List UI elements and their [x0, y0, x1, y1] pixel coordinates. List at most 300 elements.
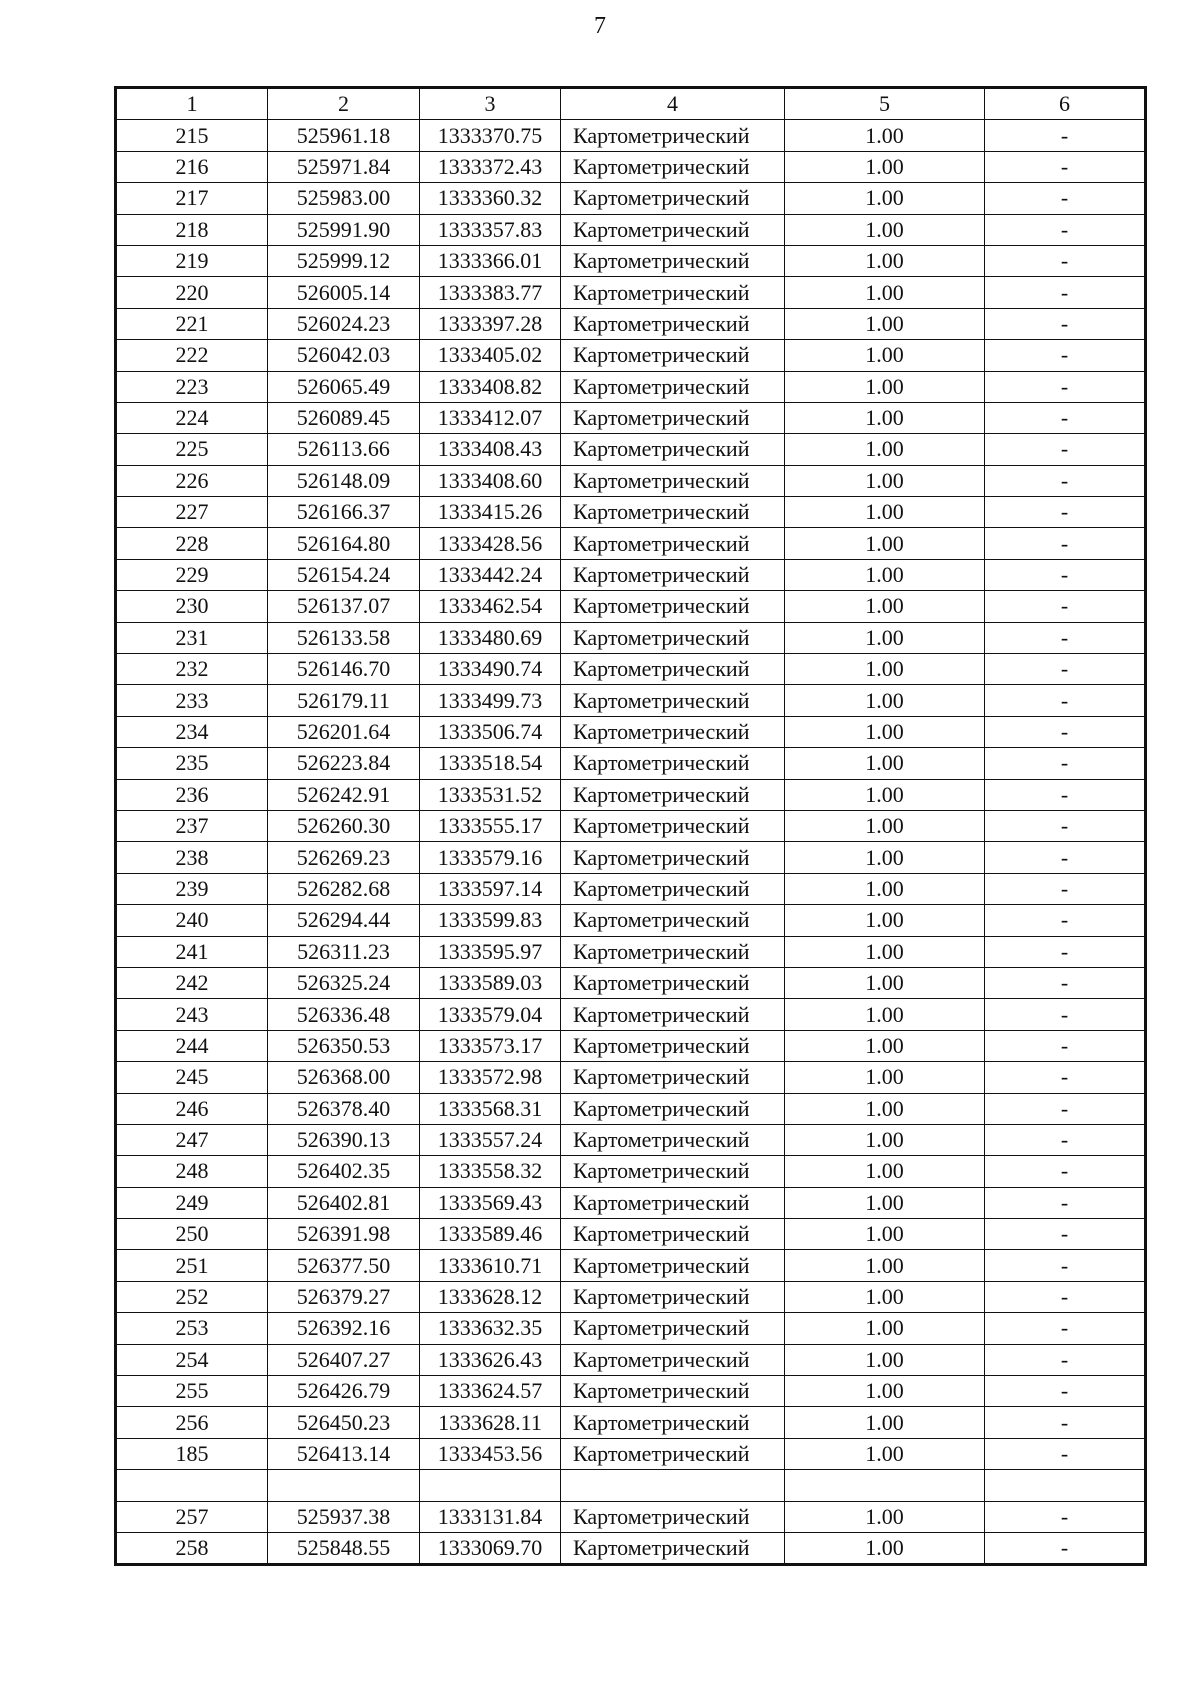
- note-cell: -: [985, 559, 1146, 590]
- x-coordinate-cell: 526201.64: [268, 716, 420, 747]
- method-cell: Картометрический: [561, 277, 785, 308]
- x-coordinate-cell: 526282.68: [268, 873, 420, 904]
- y-coordinate-cell: 1333558.32: [420, 1156, 561, 1187]
- y-coordinate-cell: 1333589.03: [420, 967, 561, 998]
- table-row: [116, 371, 1146, 402]
- point-number-cell: 218: [116, 214, 268, 245]
- point-number-cell: 239: [116, 873, 268, 904]
- accuracy-cell: [785, 1470, 985, 1501]
- table-row: [116, 277, 1146, 308]
- method-cell: Картометрический: [561, 371, 785, 402]
- note-cell: -: [985, 654, 1146, 685]
- accuracy-cell: 1.00: [785, 591, 985, 622]
- point-number-cell: 253: [116, 1313, 268, 1344]
- x-coordinate-cell: 526392.16: [268, 1313, 420, 1344]
- point-number-cell: 236: [116, 779, 268, 810]
- y-coordinate-cell: 1333597.14: [420, 873, 561, 904]
- method-cell: Картометрический: [561, 434, 785, 465]
- point-number-cell: 248: [116, 1156, 268, 1187]
- y-coordinate-cell: 1333626.43: [420, 1344, 561, 1375]
- accuracy-cell: 1.00: [785, 183, 985, 214]
- accuracy-cell: 1.00: [785, 465, 985, 496]
- point-number-cell: 246: [116, 1093, 268, 1124]
- x-coordinate-cell: 526148.09: [268, 465, 420, 496]
- y-coordinate-cell: 1333069.70: [420, 1532, 561, 1564]
- note-cell: -: [985, 1030, 1146, 1061]
- y-coordinate-cell: [420, 1470, 561, 1501]
- x-coordinate-cell: 526407.27: [268, 1344, 420, 1375]
- accuracy-cell: 1.00: [785, 1187, 985, 1218]
- method-cell: Картометрический: [561, 1250, 785, 1281]
- y-coordinate-cell: 1333568.31: [420, 1093, 561, 1124]
- accuracy-cell: 1.00: [785, 497, 985, 528]
- column-header: 6: [985, 88, 1146, 120]
- accuracy-cell: 1.00: [785, 1438, 985, 1469]
- method-cell: Картометрический: [561, 245, 785, 276]
- y-coordinate-cell: 1333405.02: [420, 340, 561, 371]
- method-cell: Картометрический: [561, 779, 785, 810]
- method-cell: Картометрический: [561, 967, 785, 998]
- table-row: [116, 402, 1146, 433]
- table-body: [116, 120, 1146, 1565]
- point-number-cell: 217: [116, 183, 268, 214]
- method-cell: Картометрический: [561, 402, 785, 433]
- note-cell: -: [985, 591, 1146, 622]
- table-row: [116, 685, 1146, 716]
- point-number-cell: 224: [116, 402, 268, 433]
- table-row: [116, 1124, 1146, 1155]
- note-cell: -: [985, 183, 1146, 214]
- method-cell: Картометрический: [561, 1124, 785, 1155]
- point-number-cell: 230: [116, 591, 268, 622]
- y-coordinate-cell: 1333499.73: [420, 685, 561, 716]
- x-coordinate-cell: 526024.23: [268, 308, 420, 339]
- y-coordinate-cell: 1333453.56: [420, 1438, 561, 1469]
- table-row: [116, 1376, 1146, 1407]
- method-cell: Картометрический: [561, 1030, 785, 1061]
- point-number-cell: 235: [116, 748, 268, 779]
- y-coordinate-cell: 1333415.26: [420, 497, 561, 528]
- method-cell: Картометрический: [561, 905, 785, 936]
- x-coordinate-cell: 525971.84: [268, 151, 420, 182]
- point-number-cell: 237: [116, 810, 268, 841]
- y-coordinate-cell: 1333372.43: [420, 151, 561, 182]
- note-cell: -: [985, 810, 1146, 841]
- table-row: [116, 1250, 1146, 1281]
- x-coordinate-cell: 526242.91: [268, 779, 420, 810]
- y-coordinate-cell: 1333589.46: [420, 1219, 561, 1250]
- x-coordinate-cell: 526336.48: [268, 999, 420, 1030]
- x-coordinate-cell: 526133.58: [268, 622, 420, 653]
- note-cell: -: [985, 1376, 1146, 1407]
- point-number-cell: 226: [116, 465, 268, 496]
- accuracy-cell: 1.00: [785, 1124, 985, 1155]
- column-header: 2: [268, 88, 420, 120]
- point-number-cell: 238: [116, 842, 268, 873]
- point-number-cell: [116, 1470, 268, 1501]
- table-row: [116, 716, 1146, 747]
- method-cell: Картометрический: [561, 1156, 785, 1187]
- table-row: [116, 183, 1146, 214]
- note-cell: -: [985, 1187, 1146, 1218]
- note-cell: -: [985, 873, 1146, 904]
- x-coordinate-cell: 526179.11: [268, 685, 420, 716]
- table-row: [116, 214, 1146, 245]
- point-number-cell: 222: [116, 340, 268, 371]
- point-number-cell: 255: [116, 1376, 268, 1407]
- x-coordinate-cell: 526378.40: [268, 1093, 420, 1124]
- x-coordinate-cell: 526137.07: [268, 591, 420, 622]
- note-cell: -: [985, 1313, 1146, 1344]
- table-row: [116, 1030, 1146, 1061]
- method-cell: Картометрический: [561, 1532, 785, 1564]
- method-cell: Картометрический: [561, 1407, 785, 1438]
- point-number-cell: 252: [116, 1281, 268, 1312]
- x-coordinate-cell: 526379.27: [268, 1281, 420, 1312]
- accuracy-cell: 1.00: [785, 371, 985, 402]
- method-cell: Картометрический: [561, 1093, 785, 1124]
- y-coordinate-cell: 1333610.71: [420, 1250, 561, 1281]
- note-cell: -: [985, 1438, 1146, 1469]
- point-number-cell: 233: [116, 685, 268, 716]
- note-cell: -: [985, 622, 1146, 653]
- accuracy-cell: 1.00: [785, 842, 985, 873]
- point-number-cell: 245: [116, 1062, 268, 1093]
- accuracy-cell: 1.00: [785, 528, 985, 559]
- table-row: [116, 1219, 1146, 1250]
- point-number-cell: 257: [116, 1501, 268, 1532]
- y-coordinate-cell: 1333412.07: [420, 402, 561, 433]
- note-cell: -: [985, 779, 1146, 810]
- x-coordinate-cell: [268, 1470, 420, 1501]
- y-coordinate-cell: 1333506.74: [420, 716, 561, 747]
- accuracy-cell: 1.00: [785, 1250, 985, 1281]
- table-row: [116, 1187, 1146, 1218]
- point-number-cell: 242: [116, 967, 268, 998]
- y-coordinate-cell: 1333428.56: [420, 528, 561, 559]
- accuracy-cell: 1.00: [785, 340, 985, 371]
- y-coordinate-cell: 1333518.54: [420, 748, 561, 779]
- method-cell: Картометрический: [561, 1438, 785, 1469]
- method-cell: Картометрический: [561, 151, 785, 182]
- accuracy-cell: 1.00: [785, 1344, 985, 1375]
- x-coordinate-cell: 525999.12: [268, 245, 420, 276]
- x-coordinate-cell: 526042.03: [268, 340, 420, 371]
- method-cell: Картометрический: [561, 936, 785, 967]
- x-coordinate-cell: 526154.24: [268, 559, 420, 590]
- table-row: [116, 1532, 1146, 1564]
- y-coordinate-cell: 1333628.11: [420, 1407, 561, 1438]
- method-cell: Картометрический: [561, 340, 785, 371]
- accuracy-cell: 1.00: [785, 873, 985, 904]
- y-coordinate-cell: 1333383.77: [420, 277, 561, 308]
- table-row: [116, 1344, 1146, 1375]
- accuracy-cell: 1.00: [785, 936, 985, 967]
- method-cell: Картометрический: [561, 591, 785, 622]
- x-coordinate-cell: 526269.23: [268, 842, 420, 873]
- point-number-cell: 215: [116, 120, 268, 151]
- table-row: [116, 873, 1146, 904]
- accuracy-cell: 1.00: [785, 1532, 985, 1564]
- note-cell: -: [985, 1156, 1146, 1187]
- accuracy-cell: 1.00: [785, 402, 985, 433]
- note-cell: -: [985, 999, 1146, 1030]
- note-cell: -: [985, 685, 1146, 716]
- y-coordinate-cell: 1333442.24: [420, 559, 561, 590]
- table-row: [116, 1313, 1146, 1344]
- note-cell: -: [985, 905, 1146, 936]
- point-number-cell: 249: [116, 1187, 268, 1218]
- note-cell: -: [985, 497, 1146, 528]
- y-coordinate-cell: 1333572.98: [420, 1062, 561, 1093]
- note-cell: -: [985, 434, 1146, 465]
- accuracy-cell: 1.00: [785, 308, 985, 339]
- point-number-cell: 244: [116, 1030, 268, 1061]
- accuracy-cell: 1.00: [785, 967, 985, 998]
- page-number: 7: [594, 13, 606, 39]
- accuracy-cell: 1.00: [785, 810, 985, 841]
- x-coordinate-cell: 525983.00: [268, 183, 420, 214]
- note-cell: -: [985, 716, 1146, 747]
- method-cell: Картометрический: [561, 308, 785, 339]
- table-row: [116, 1062, 1146, 1093]
- accuracy-cell: 1.00: [785, 1407, 985, 1438]
- point-number-cell: 247: [116, 1124, 268, 1155]
- accuracy-cell: 1.00: [785, 1313, 985, 1344]
- method-cell: Картометрический: [561, 559, 785, 590]
- method-cell: Картометрический: [561, 214, 785, 245]
- y-coordinate-cell: 1333408.82: [420, 371, 561, 402]
- note-cell: -: [985, 245, 1146, 276]
- accuracy-cell: 1.00: [785, 245, 985, 276]
- method-cell: Картометрический: [561, 1281, 785, 1312]
- x-coordinate-cell: 526402.81: [268, 1187, 420, 1218]
- point-number-cell: 216: [116, 151, 268, 182]
- table-row: [116, 967, 1146, 998]
- x-coordinate-cell: 525961.18: [268, 120, 420, 151]
- method-cell: Картометрический: [561, 654, 785, 685]
- accuracy-cell: 1.00: [785, 1156, 985, 1187]
- point-number-cell: 228: [116, 528, 268, 559]
- x-coordinate-cell: 526390.13: [268, 1124, 420, 1155]
- point-number-cell: 232: [116, 654, 268, 685]
- x-coordinate-cell: 525991.90: [268, 214, 420, 245]
- x-coordinate-cell: 525848.55: [268, 1532, 420, 1564]
- table-row: [116, 748, 1146, 779]
- point-number-cell: 219: [116, 245, 268, 276]
- method-cell: Картометрический: [561, 183, 785, 214]
- x-coordinate-cell: 526368.00: [268, 1062, 420, 1093]
- table-header-row: [116, 88, 1146, 120]
- accuracy-cell: 1.00: [785, 277, 985, 308]
- note-cell: -: [985, 936, 1146, 967]
- accuracy-cell: 1.00: [785, 1501, 985, 1532]
- table-row: [116, 810, 1146, 841]
- y-coordinate-cell: 1333624.57: [420, 1376, 561, 1407]
- table-row: [116, 591, 1146, 622]
- method-cell: Картометрический: [561, 497, 785, 528]
- note-cell: -: [985, 214, 1146, 245]
- x-coordinate-cell: 526402.35: [268, 1156, 420, 1187]
- y-coordinate-cell: 1333531.52: [420, 779, 561, 810]
- point-number-cell: 254: [116, 1344, 268, 1375]
- note-cell: -: [985, 1250, 1146, 1281]
- column-header: 3: [420, 88, 561, 120]
- x-coordinate-cell: 526413.14: [268, 1438, 420, 1469]
- table-row: [116, 1501, 1146, 1532]
- method-cell: Картометрический: [561, 748, 785, 779]
- point-number-cell: 251: [116, 1250, 268, 1281]
- accuracy-cell: 1.00: [785, 905, 985, 936]
- column-header: 4: [561, 88, 785, 120]
- accuracy-cell: 1.00: [785, 654, 985, 685]
- method-cell: Картометрический: [561, 1187, 785, 1218]
- note-cell: -: [985, 371, 1146, 402]
- method-cell: Картометрический: [561, 1219, 785, 1250]
- y-coordinate-cell: 1333357.83: [420, 214, 561, 245]
- y-coordinate-cell: 1333595.97: [420, 936, 561, 967]
- table-row: [116, 559, 1146, 590]
- method-cell: Картометрический: [561, 842, 785, 873]
- point-number-cell: 258: [116, 1532, 268, 1564]
- note-cell: -: [985, 308, 1146, 339]
- point-number-cell: 256: [116, 1407, 268, 1438]
- point-number-cell: 223: [116, 371, 268, 402]
- point-number-cell: 240: [116, 905, 268, 936]
- method-cell: Картометрический: [561, 528, 785, 559]
- point-number-cell: 250: [116, 1219, 268, 1250]
- note-cell: -: [985, 1407, 1146, 1438]
- y-coordinate-cell: 1333628.12: [420, 1281, 561, 1312]
- x-coordinate-cell: 526325.24: [268, 967, 420, 998]
- method-cell: Картометрический: [561, 622, 785, 653]
- note-cell: -: [985, 748, 1146, 779]
- accuracy-cell: 1.00: [785, 999, 985, 1030]
- x-coordinate-cell: 526294.44: [268, 905, 420, 936]
- table-row: [116, 465, 1146, 496]
- method-cell: Картометрический: [561, 1313, 785, 1344]
- y-coordinate-cell: 1333366.01: [420, 245, 561, 276]
- accuracy-cell: 1.00: [785, 622, 985, 653]
- method-cell: Картометрический: [561, 999, 785, 1030]
- y-coordinate-cell: 1333462.54: [420, 591, 561, 622]
- y-coordinate-cell: 1333480.69: [420, 622, 561, 653]
- y-coordinate-cell: 1333131.84: [420, 1501, 561, 1532]
- table-row: [116, 1281, 1146, 1312]
- point-number-cell: 243: [116, 999, 268, 1030]
- table-row: [116, 340, 1146, 371]
- note-cell: -: [985, 1344, 1146, 1375]
- point-number-cell: 231: [116, 622, 268, 653]
- table-row: [116, 905, 1146, 936]
- point-number-cell: 229: [116, 559, 268, 590]
- column-header: 1: [116, 88, 268, 120]
- y-coordinate-cell: 1333579.04: [420, 999, 561, 1030]
- x-coordinate-cell: 526146.70: [268, 654, 420, 685]
- x-coordinate-cell: 526164.80: [268, 528, 420, 559]
- note-cell: -: [985, 151, 1146, 182]
- x-coordinate-cell: 526450.23: [268, 1407, 420, 1438]
- note-cell: -: [985, 1093, 1146, 1124]
- method-cell: Картометрический: [561, 120, 785, 151]
- table-row: [116, 308, 1146, 339]
- accuracy-cell: 1.00: [785, 716, 985, 747]
- note-cell: -: [985, 277, 1146, 308]
- x-coordinate-cell: 526391.98: [268, 1219, 420, 1250]
- y-coordinate-cell: 1333569.43: [420, 1187, 561, 1218]
- accuracy-cell: 1.00: [785, 151, 985, 182]
- method-cell: Картометрический: [561, 685, 785, 716]
- note-cell: -: [985, 402, 1146, 433]
- table-row: [116, 779, 1146, 810]
- point-number-cell: 185: [116, 1438, 268, 1469]
- note-cell: -: [985, 842, 1146, 873]
- accuracy-cell: 1.00: [785, 748, 985, 779]
- note-cell: [985, 1470, 1146, 1501]
- y-coordinate-cell: 1333599.83: [420, 905, 561, 936]
- x-coordinate-cell: 526065.49: [268, 371, 420, 402]
- note-cell: -: [985, 1124, 1146, 1155]
- accuracy-cell: 1.00: [785, 1030, 985, 1061]
- x-coordinate-cell: 526377.50: [268, 1250, 420, 1281]
- accuracy-cell: 1.00: [785, 214, 985, 245]
- x-coordinate-cell: 526005.14: [268, 277, 420, 308]
- note-cell: -: [985, 1062, 1146, 1093]
- x-coordinate-cell: 526113.66: [268, 434, 420, 465]
- note-cell: -: [985, 1501, 1146, 1532]
- accuracy-cell: 1.00: [785, 1376, 985, 1407]
- table-row: [116, 497, 1146, 528]
- accuracy-cell: 1.00: [785, 1062, 985, 1093]
- point-number-cell: 221: [116, 308, 268, 339]
- method-cell: Картометрический: [561, 873, 785, 904]
- table-row: [116, 528, 1146, 559]
- point-number-cell: 241: [116, 936, 268, 967]
- method-cell: Картометрический: [561, 716, 785, 747]
- y-coordinate-cell: 1333360.32: [420, 183, 561, 214]
- y-coordinate-cell: 1333397.28: [420, 308, 561, 339]
- table-row: [116, 622, 1146, 653]
- x-coordinate-cell: 525937.38: [268, 1501, 420, 1532]
- table-row: [116, 151, 1146, 182]
- note-cell: -: [985, 528, 1146, 559]
- note-cell: -: [985, 340, 1146, 371]
- column-header: 5: [785, 88, 985, 120]
- x-coordinate-cell: 526089.45: [268, 402, 420, 433]
- method-cell: Картометрический: [561, 1376, 785, 1407]
- method-cell: Картометрический: [561, 1062, 785, 1093]
- y-coordinate-cell: 1333490.74: [420, 654, 561, 685]
- point-number-cell: 220: [116, 277, 268, 308]
- point-number-cell: 225: [116, 434, 268, 465]
- table-row: [116, 245, 1146, 276]
- accuracy-cell: 1.00: [785, 120, 985, 151]
- method-cell: Картометрический: [561, 1501, 785, 1532]
- y-coordinate-cell: 1333573.17: [420, 1030, 561, 1061]
- y-coordinate-cell: 1333632.35: [420, 1313, 561, 1344]
- y-coordinate-cell: 1333408.43: [420, 434, 561, 465]
- x-coordinate-cell: 526223.84: [268, 748, 420, 779]
- note-cell: -: [985, 1281, 1146, 1312]
- accuracy-cell: 1.00: [785, 434, 985, 465]
- table-row: [116, 434, 1146, 465]
- y-coordinate-cell: 1333370.75: [420, 120, 561, 151]
- point-number-cell: 227: [116, 497, 268, 528]
- method-cell: Картометрический: [561, 1344, 785, 1375]
- y-coordinate-cell: 1333557.24: [420, 1124, 561, 1155]
- accuracy-cell: 1.00: [785, 559, 985, 590]
- table-row: [116, 120, 1146, 151]
